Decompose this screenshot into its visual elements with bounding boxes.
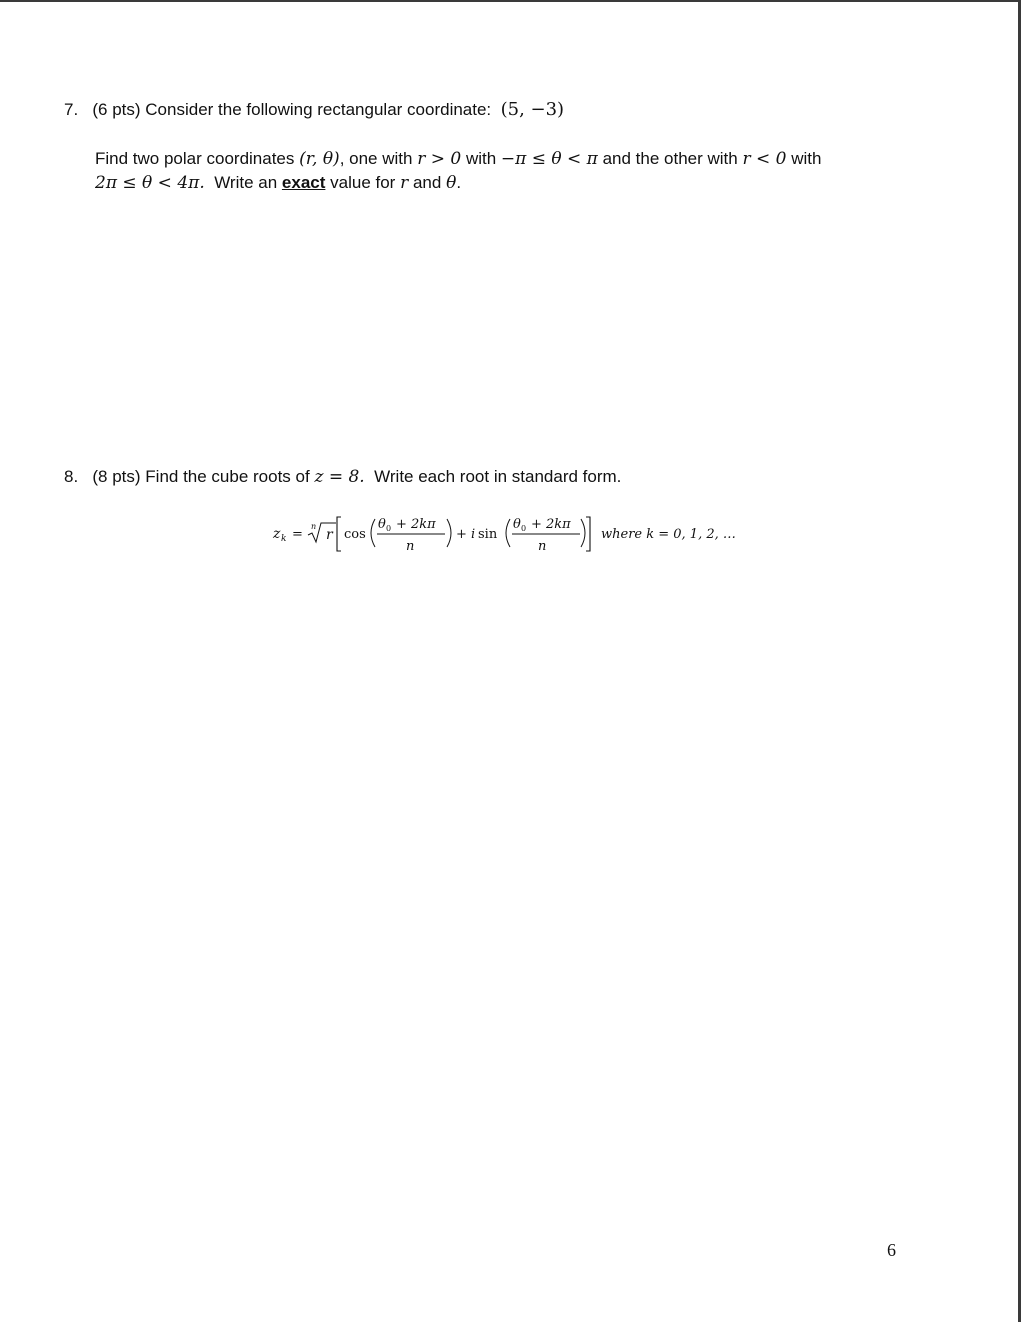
fraction-2-theta-sub: 0	[521, 524, 527, 533]
question-7-heading	[64, 98, 564, 122]
formula-lhs-sub: k	[281, 534, 287, 544]
q7-range-1: −π ≤ θ < π	[500, 149, 598, 169]
q7-text: and	[412, 173, 442, 192]
formula-root-index: n	[311, 522, 317, 531]
q7-text: with	[791, 149, 822, 168]
q8-prompt-2: Write each root in standard form.	[374, 467, 622, 486]
page-number: 6	[887, 1240, 896, 1260]
q7-var-theta: θ	[446, 173, 457, 193]
left-paren-icon	[506, 519, 510, 547]
q7-text: and the other with	[602, 149, 738, 168]
root-formula	[270, 508, 750, 558]
formula-where: where k = 0, 1, 2, …	[601, 527, 736, 542]
fraction-1-theta-sub: 0	[386, 524, 392, 533]
q7-exact-emphasis: exact	[281, 173, 326, 192]
q8-prompt: Find the cube roots of	[145, 467, 310, 486]
q7-points: (6 pts)	[92, 100, 141, 119]
q8-points: (8 pts)	[92, 467, 141, 486]
fraction-2-theta: θ	[513, 517, 521, 532]
formula-plus-i: + i	[456, 527, 476, 542]
q7-var-r: r	[400, 173, 409, 193]
question-7-line-2	[95, 171, 461, 195]
q7-text: Find two polar coordinates	[95, 149, 295, 168]
formula-sin: sin	[478, 527, 498, 542]
fraction-2-rest: + 2kπ	[531, 517, 571, 532]
root-formula-svg	[270, 508, 750, 558]
fraction-1-denominator: n	[406, 539, 415, 554]
formula-cos: cos	[344, 527, 366, 542]
q7-text: Write an	[214, 173, 278, 192]
q7-number: 7.	[64, 100, 79, 119]
fraction-1-rest: + 2kπ	[396, 517, 436, 532]
q7-range-2: 2π ≤ θ < 4π.	[95, 173, 205, 193]
left-paren-icon	[371, 519, 375, 547]
formula-radicand: r	[326, 527, 333, 543]
q7-rect-point: (5, −3)	[500, 99, 565, 120]
q7-prompt: Consider the following rectangular coordinate:	[145, 100, 492, 119]
formula-equals: =	[292, 527, 303, 542]
q8-number: 8.	[64, 467, 79, 486]
q7-condition-2: r < 0	[742, 149, 787, 169]
right-bracket-icon	[586, 517, 590, 551]
q7-text: , one with	[339, 149, 413, 168]
fraction-2-denominator: n	[538, 539, 547, 554]
question-8-heading	[64, 465, 621, 489]
q7-text: with	[465, 149, 497, 168]
question-7-line-1	[95, 147, 821, 171]
q7-polar-notation: (r, θ)	[299, 149, 340, 169]
right-paren-icon	[447, 519, 451, 547]
formula-lhs: z	[273, 526, 281, 542]
page-top-border	[0, 0, 1021, 2]
right-paren-icon	[581, 519, 585, 547]
q8-z-value: z = 8.	[314, 467, 365, 487]
q7-text: value for	[330, 173, 396, 192]
q7-text: .	[456, 173, 462, 192]
q7-condition-1: r > 0	[417, 149, 462, 169]
left-bracket-icon	[337, 517, 341, 551]
fraction-1-theta: θ	[378, 517, 386, 532]
